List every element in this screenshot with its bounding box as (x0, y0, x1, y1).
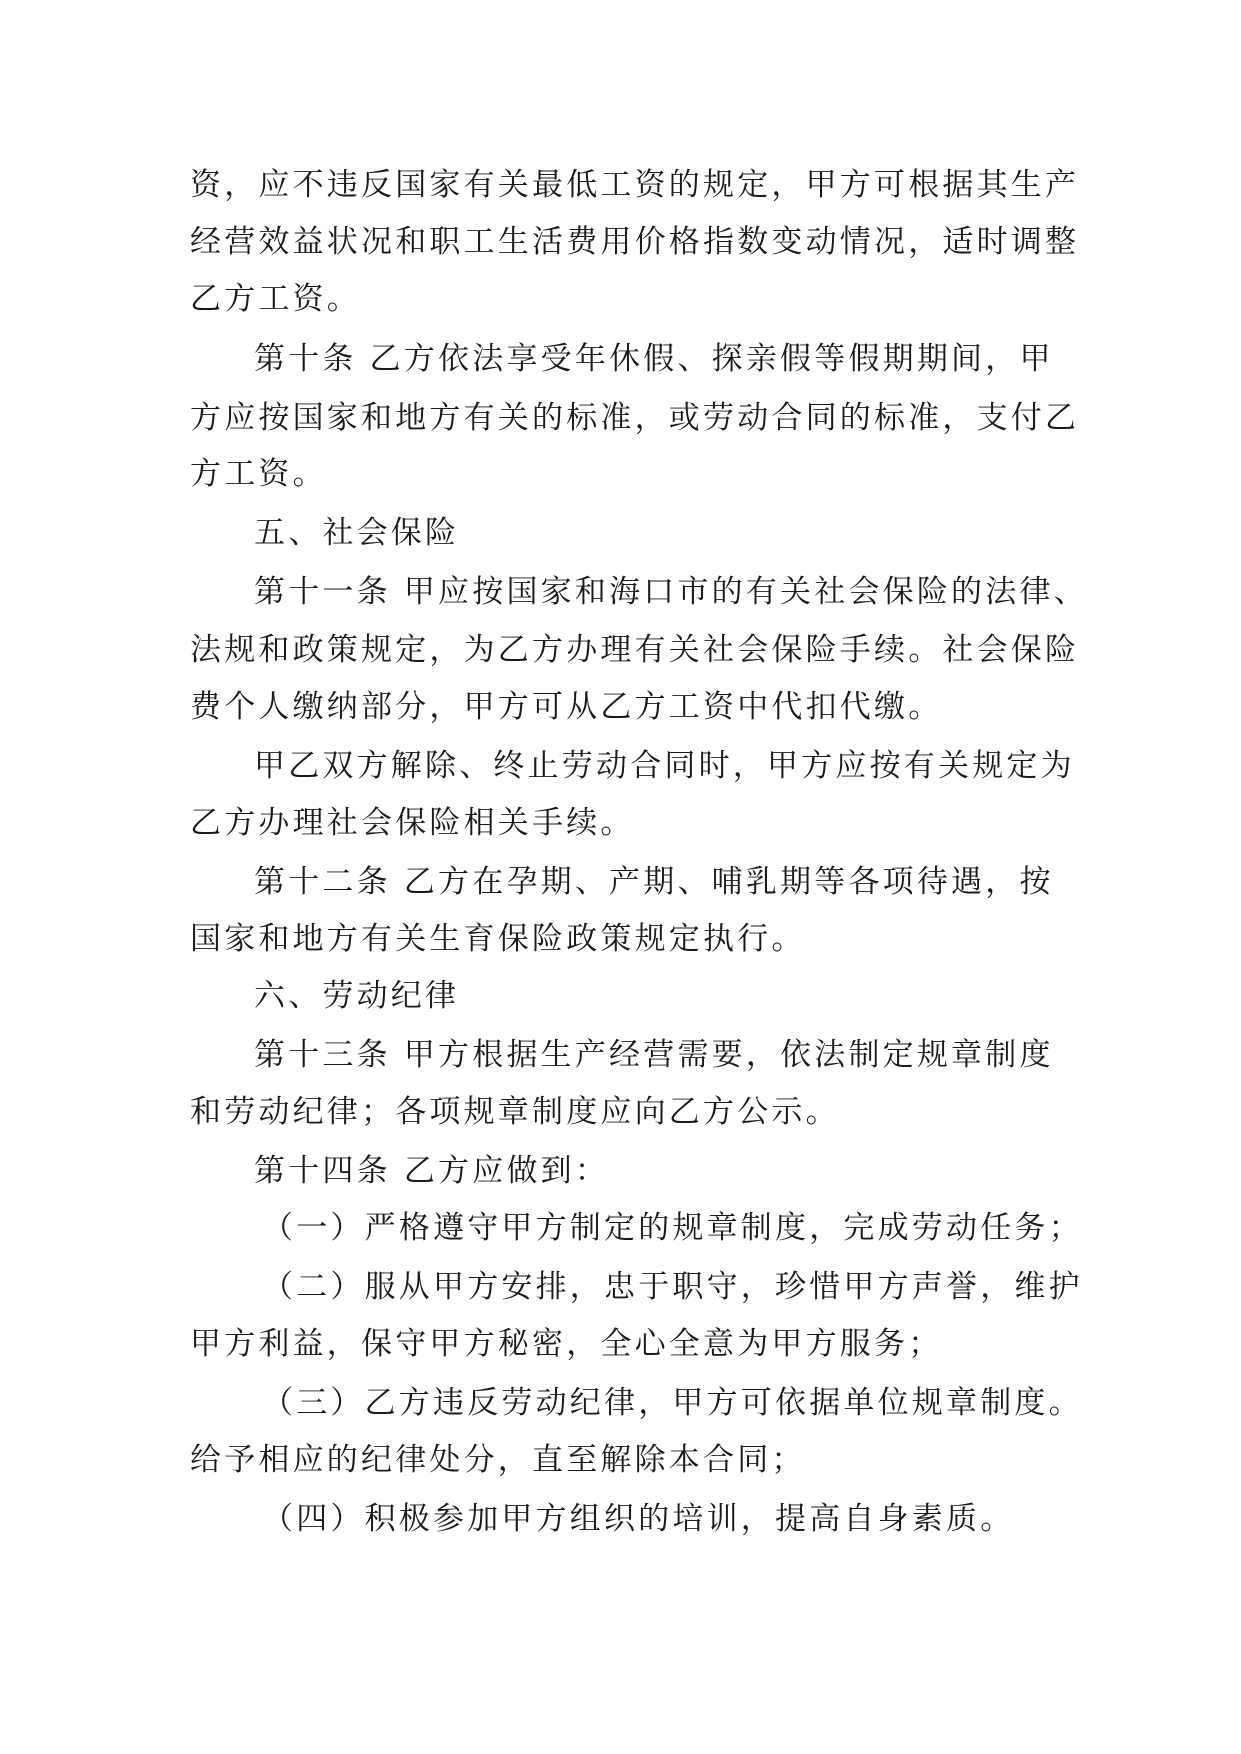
text-line: 方应按国家和地方有关的标准，或劳动合同的标准，支付乙 (190, 400, 1080, 436)
list-item: （二）服从甲方安排，忠于职守，珍惜甲方声誉，维护 (262, 1269, 1083, 1305)
text-line: 资，应不违反国家有关最低工资的规定，甲方可根据其生产 (190, 167, 1080, 203)
text-line: 甲方利益，保守甲方秘密，全心全意为甲方服务； (190, 1326, 943, 1362)
text-line: 给予相应的纪律处分，直至解除本合同； (190, 1442, 806, 1478)
section-heading: 六、劳动纪律 (254, 978, 460, 1014)
text-line: 国家和地方有关生育保险政策规定执行。 (190, 921, 806, 957)
text-line: 经营效益状况和职工生活费用价格指数变动情况，适时调整 (190, 224, 1080, 260)
text-line: 乙方工资。 (190, 281, 361, 317)
list-item: （四）积极参加甲方组织的培训，提高自身素质。 (262, 1501, 1015, 1537)
text-line: 乙方办理社会保险相关手续。 (190, 805, 635, 841)
text-line: 和劳动纪律；各项规章制度应向乙方公示。 (190, 1094, 840, 1130)
text-line: 第十一条 甲应按国家和海口市的有关社会保险的法律、 (254, 574, 1088, 610)
text-line: 方工资。 (190, 456, 327, 492)
text-line: 第十条 乙方依法享受年休假、探亲假等假期期间，甲 (254, 341, 1054, 377)
text-line: 第十四条 乙方应做到： (254, 1153, 610, 1189)
text-line: 第十三条 甲方根据生产经营需要，依法制定规章制度 (254, 1037, 1054, 1073)
list-item: （一）严格遵守甲方制定的规章制度，完成劳动任务； (262, 1210, 1083, 1246)
list-item: （三）乙方违反劳动纪律，甲方可依据单位规章制度。 (262, 1385, 1083, 1421)
text-line: 甲乙双方解除、终止劳动合同时，甲方应按有关规定为 (254, 748, 1075, 784)
section-heading: 五、社会保险 (254, 515, 460, 551)
text-line: 法规和政策规定，为乙方办理有关社会保险手续。社会保险 (190, 632, 1080, 668)
text-line: 费个人缴纳部分，甲方可从乙方工资中代扣代缴。 (190, 689, 943, 725)
text-line: 第十二条 乙方在孕期、产期、哺乳期等各项待遇，按 (254, 864, 1054, 900)
